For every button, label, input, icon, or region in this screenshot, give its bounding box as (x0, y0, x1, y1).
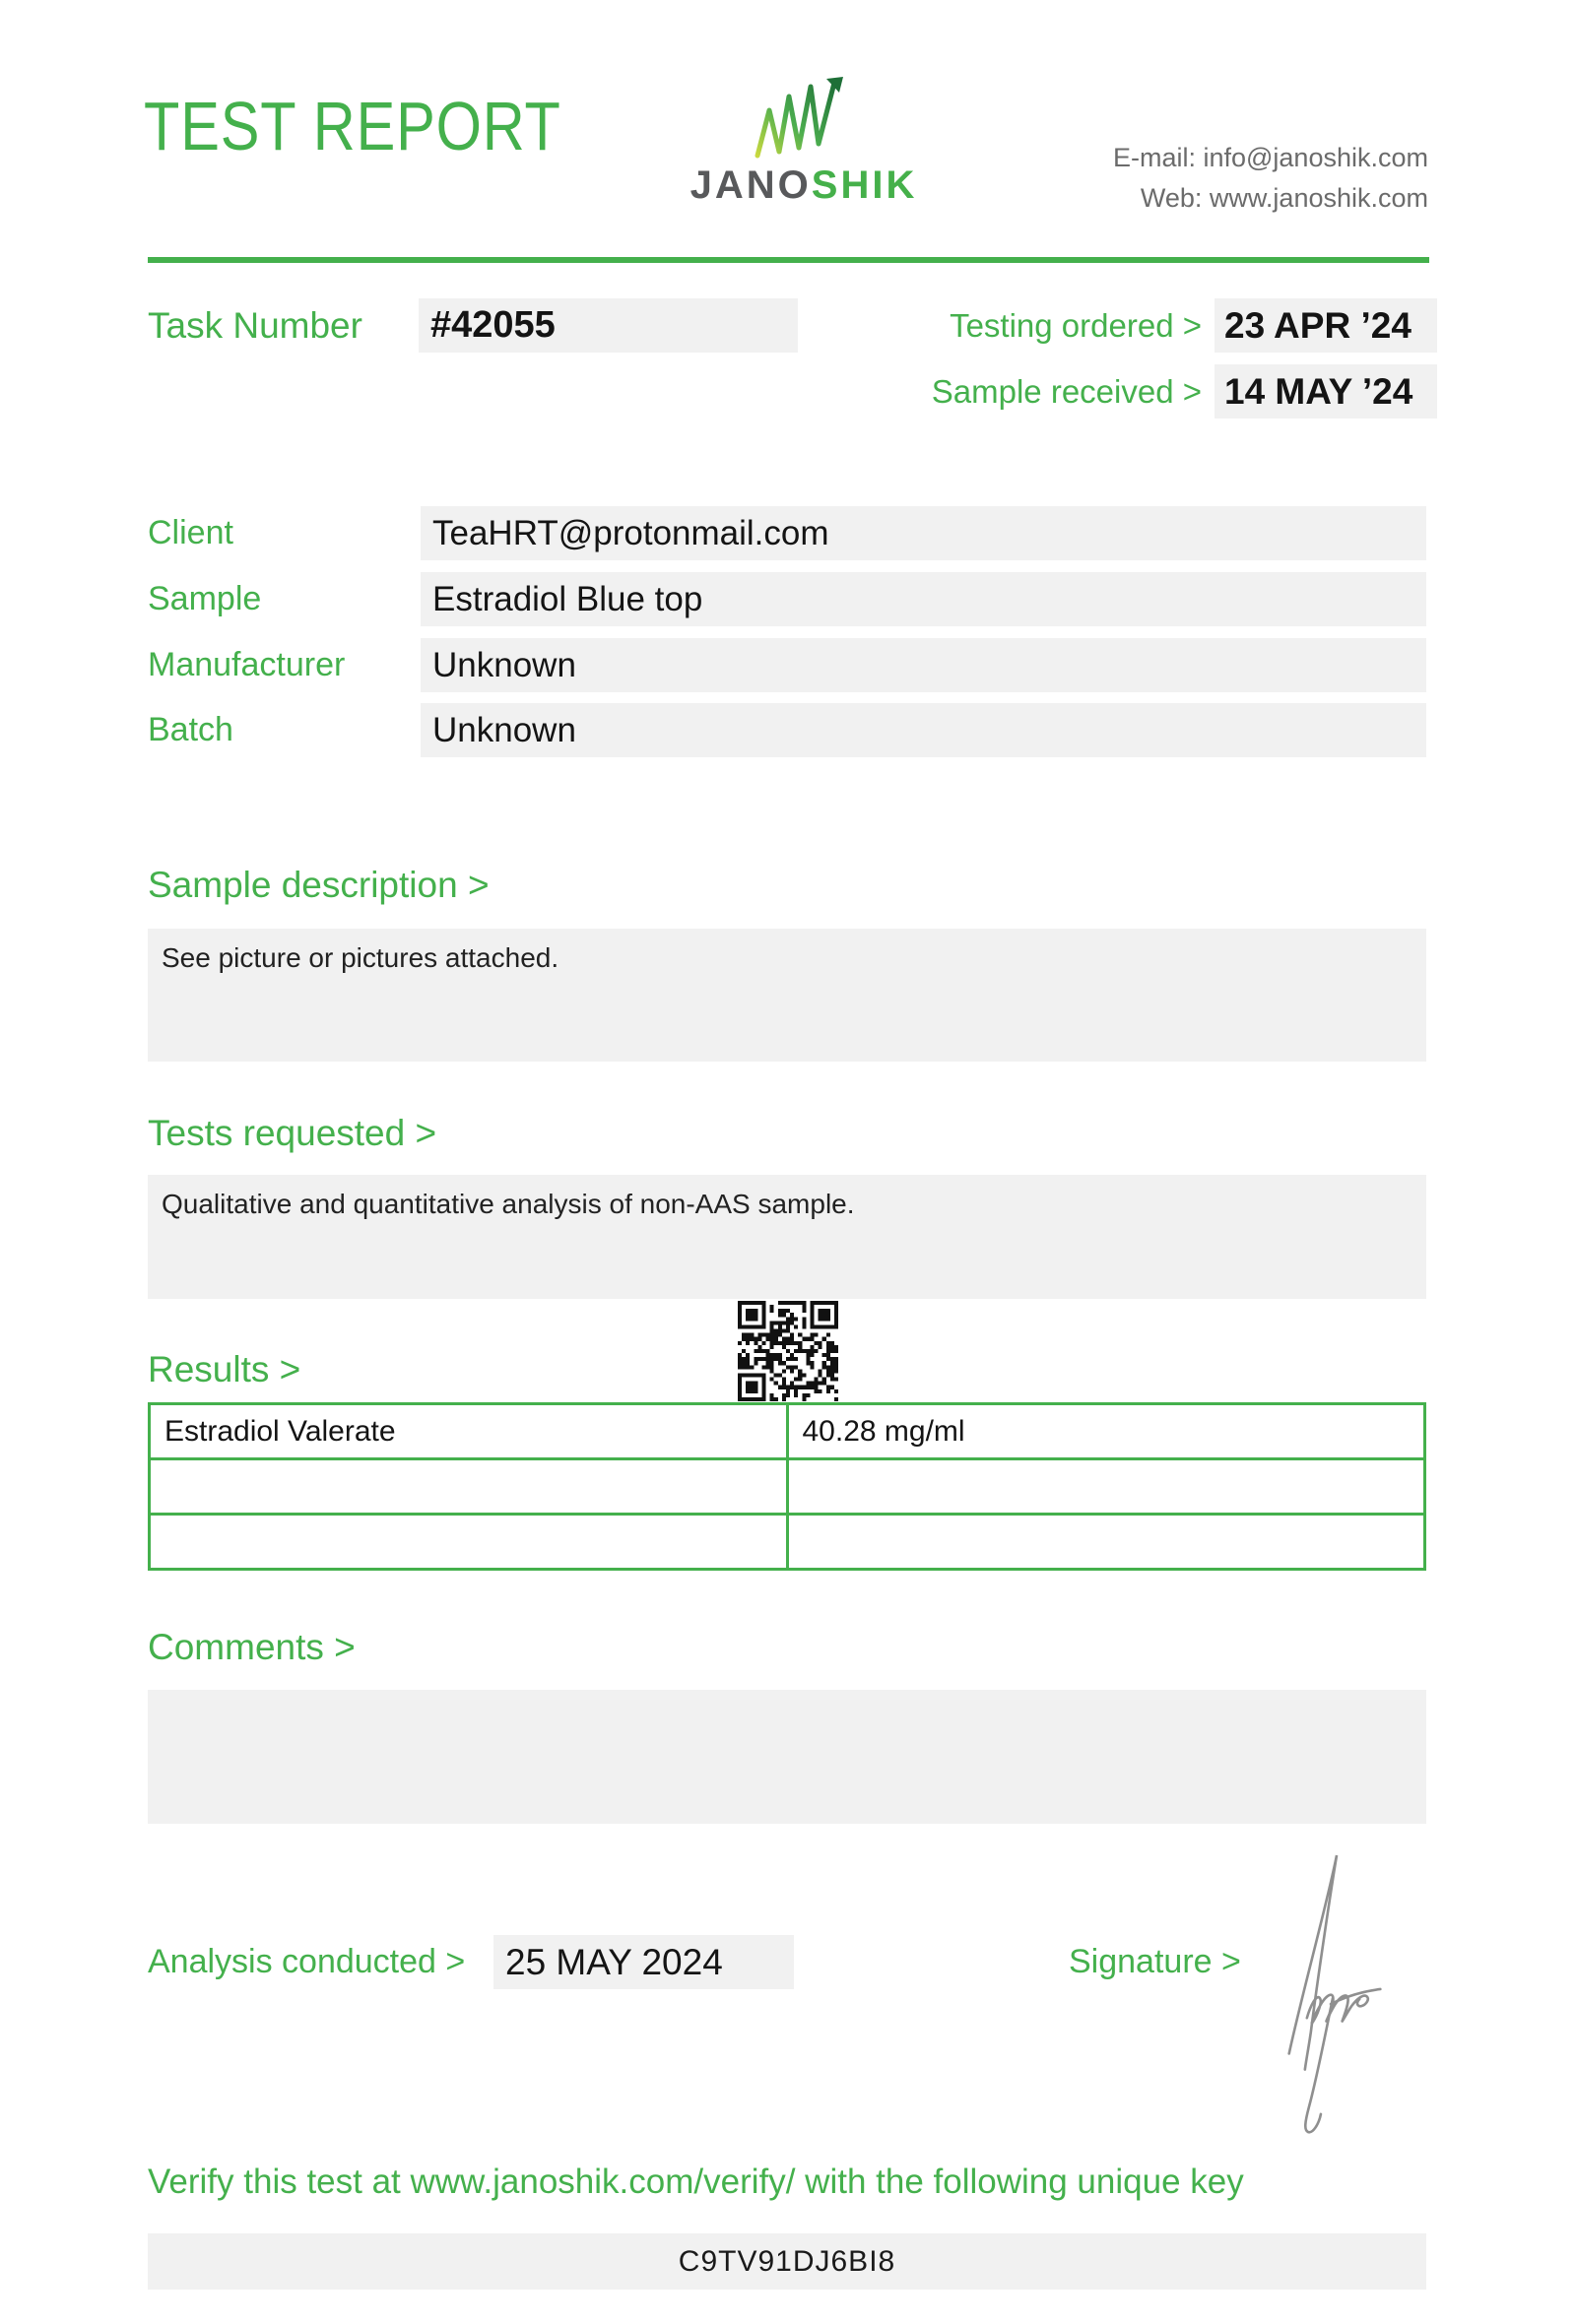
logo-shik: SHIK (811, 163, 918, 207)
signature-label: Signature > (1069, 1943, 1241, 1980)
tests-requested-box (148, 1175, 1426, 1299)
table-row (150, 1459, 1425, 1515)
sample-description-heading: Sample description > (148, 865, 490, 905)
tests-requested-text: Qualitative and quantitative analysis of non-AAS sample. (162, 1189, 855, 1219)
result-analyte: Estradiol Valerate (150, 1404, 788, 1459)
tests-requested-heading: Tests requested > (148, 1113, 437, 1153)
analysis-conducted-label: Analysis conducted > (148, 1943, 466, 1980)
result-value (787, 1459, 1425, 1515)
results-heading: Results > (148, 1349, 301, 1389)
table-row (150, 1515, 1425, 1570)
contact-web: Web: www.janoshik.com (1140, 183, 1428, 213)
task-number-label: Task Number (148, 305, 362, 346)
sample-received-date: 14 MAY ’24 (1215, 364, 1437, 419)
comments-heading: Comments > (148, 1627, 356, 1667)
batch-label: Batch (148, 711, 233, 748)
contact-email: E-mail: info@janoshik.com (1112, 143, 1428, 172)
result-analyte (150, 1459, 788, 1515)
testing-ordered-date: 23 APR ’24 (1215, 298, 1437, 353)
janoshik-logo-text (678, 163, 930, 208)
testing-ordered-label: Testing ordered > (950, 307, 1202, 344)
header-divider (148, 257, 1429, 263)
manufacturer-value: Unknown (421, 638, 1426, 692)
results-table (148, 1402, 1426, 1571)
result-value: 40.28 mg/ml (787, 1404, 1425, 1459)
table-row (150, 1404, 1425, 1459)
manufacturer-label: Manufacturer (148, 646, 346, 683)
sample-value: Estradiol Blue top (421, 572, 1426, 626)
analysis-conducted-date: 25 MAY 2024 (493, 1935, 794, 1989)
page-title: TEST REPORT (144, 88, 561, 164)
sample-received-label: Sample received > (931, 373, 1202, 410)
logo-jano: JANO (690, 163, 812, 207)
client-label: Client (148, 514, 233, 551)
sample-description-box (148, 929, 1426, 1062)
result-analyte (150, 1515, 788, 1570)
verify-instruction: Verify this test at www.janoshik.com/verify/ with the following unique key (148, 2163, 1244, 2201)
comments-box (148, 1690, 1426, 1824)
client-value: TeaHRT@protonmail.com (421, 506, 1426, 560)
qr-code (738, 1301, 838, 1401)
result-value (787, 1515, 1425, 1570)
signature-image (1269, 1847, 1393, 2135)
task-number-value: #42055 (419, 298, 798, 353)
janoshik-logo-icon (755, 77, 847, 160)
unique-key: C9TV91DJ6BI8 (148, 2233, 1426, 2290)
sample-label: Sample (148, 580, 262, 617)
batch-value: Unknown (421, 703, 1426, 757)
sample-description-text: See picture or pictures attached. (162, 942, 559, 973)
contact-info (983, 138, 1428, 219)
